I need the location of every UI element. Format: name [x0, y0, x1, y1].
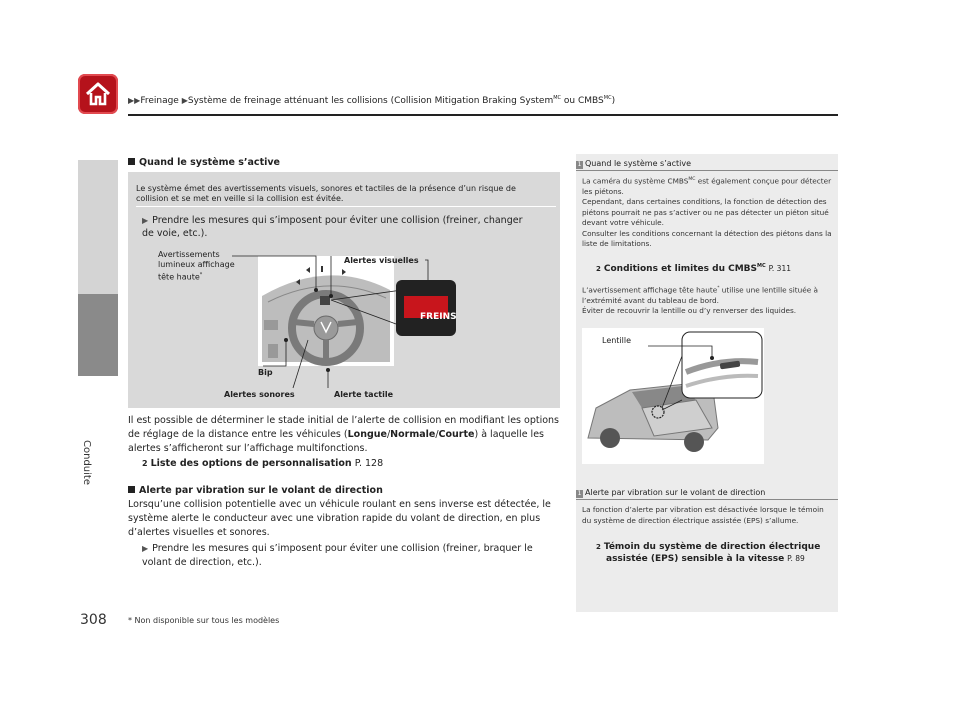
note1-lens-text: L’avertissement affichage tête haute* utilise une lentille située à l’extrémité avant du tableau de bord. Éviter de recouvrir la lentille ou d’y renverser des liquides. [582, 285, 819, 316]
page-number: 308 [80, 612, 107, 628]
note2-rule [576, 499, 838, 500]
note1-rule [576, 170, 838, 171]
footnote: * Non disponible sur tous les modèles [128, 616, 280, 625]
breadcrumb-freinage[interactable]: Freinage [140, 96, 179, 106]
ref-customization-link[interactable]: 2 Liste des options de personnalisation P. 128 [142, 458, 384, 469]
breadcrumb: ▶▶Freinage ▶Système de freinage atténuant les collisions (Collision Mitigation Braking System$^{MC}$ ou $CMBS^{MC}$) [128, 95, 616, 106]
alert-figure [128, 172, 560, 408]
chapter-tab-upper [78, 160, 118, 294]
chapter-label: Conduite [81, 440, 92, 485]
triangle-bullet-icon: ▶ [142, 216, 149, 225]
home-icon [83, 79, 113, 109]
ref-cmbs-limits-link[interactable]: 2 Conditions et limites du $CMBS^{MC}$ P. 311 [596, 263, 792, 274]
lens-illustration [582, 328, 764, 464]
reference-arrow-icon: 2 [596, 265, 601, 273]
figure-instruction: ▶ Prendre les mesures qui s’imposent pour éviter une collision (freiner, changer de voie, etc.). [142, 215, 523, 239]
hud-lens [320, 296, 330, 305]
note1-text: La caméra du système $CMBS^{MC}$ est également conçue pour détecter les piétons. Cependant, dans certaines conditions, la fonction de détection des piétons pourrait ne pas s’activer ou ne pas détecter un piéton situé devant votre véhicule. Consulter les conditions concernant la détection des piétons dans la liste de limitations. [582, 176, 832, 249]
figure-intro: Le système émet des avertissements visuels, sonores et tactiles de la présence d’un risque de collision et se met en veille si la collision est évitée. [136, 184, 516, 203]
car-illustration [582, 328, 764, 464]
square-bullet-icon [128, 486, 135, 493]
breadcrumb-cmbs[interactable]: Système de freinage atténuant les collisions (Collision Mitigation Braking System$^{MC}$ ou $CMBS^{MC}$) [187, 95, 616, 106]
brake-text: FREINS [420, 312, 457, 322]
label-bip: Bip [258, 368, 273, 377]
home-button[interactable] [78, 74, 118, 114]
reference-arrow-icon: 2 [596, 543, 601, 551]
label-hud: Avertissements lumineux affichage tête haute* [158, 250, 235, 282]
section-title-activation: Quand le système s’active [128, 157, 280, 168]
section1-paragraph: Il est possible de déterminer le stade initial de l’alerte de collision en modifiant les options de réglage de la distance entre les véhicules (Longue/Normale/Courte) à laquelle les alertes s’afficheront sur l’affichage multifonctions. [128, 415, 559, 454]
ref-eps-link[interactable]: 2 Témoin du système de direction électrique assistée (EPS) sensible à la vitesse P. 89 [596, 542, 821, 564]
label-visual-alerts: Alertes visuelles [344, 256, 419, 265]
square-bullet-icon [128, 158, 135, 165]
section2-instruction: ▶ Prendre les mesures qui s’imposent pour éviter une collision (freiner, braquer le volant de direction, etc.). [142, 543, 533, 568]
brake-warning-display [396, 280, 456, 336]
label-tactile-alert: Alerte tactile [334, 390, 394, 399]
label-audio-alerts: Alertes sonores [224, 390, 295, 399]
section-title-vibration: Alerte par vibration sur le volant de direction [128, 485, 383, 496]
chapter-tab-active[interactable] [78, 294, 118, 376]
reference-arrow-icon: 2 [142, 459, 148, 468]
triangle-bullet-icon: ▶ [142, 544, 149, 553]
note1-title: 1 Quand le système s’active [577, 159, 692, 168]
lens-label: Lentille [602, 336, 632, 345]
header-rule [128, 114, 838, 116]
section2-paragraph: Lorsqu’une collision potentielle avec un véhicule roulant en sens inverse est détectée, le système alerte le conducteur avec une vibration rapide du volant de direction, en plus d’alertes visuelles et sonores. [128, 499, 551, 538]
note2-title: 1 Alerte par vibration sur le volant de direction [577, 488, 766, 497]
note2-text: La fonction d’alerte par vibration est désactivée lorsque le témoin du système de direction électrique assistée (EPS) s’allume. [582, 505, 824, 525]
notes-column [576, 154, 838, 612]
dashboard-illustration [128, 172, 560, 408]
